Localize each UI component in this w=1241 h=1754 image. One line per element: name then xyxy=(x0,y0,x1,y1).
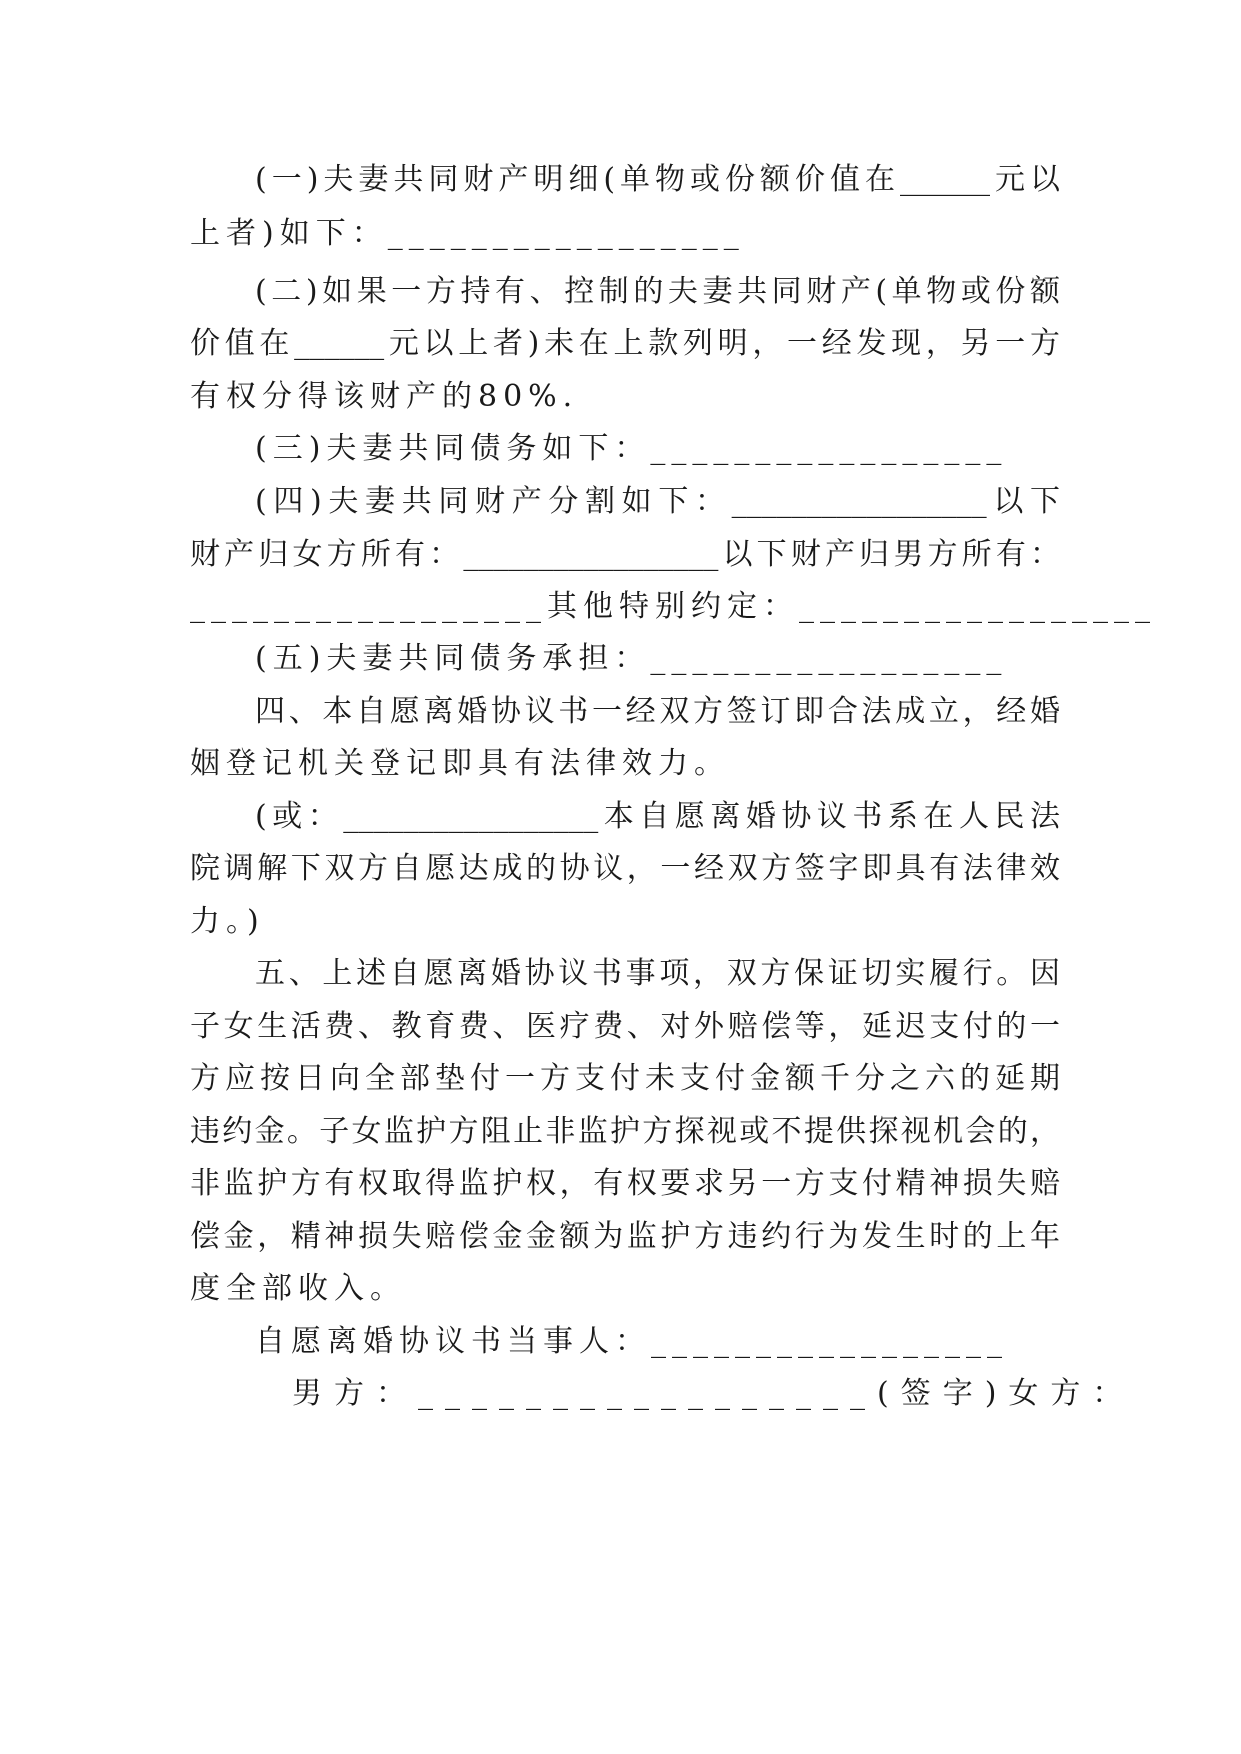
clause-5-line-1: (五)夫妻共同债务承担：_________________ xyxy=(255,641,1008,676)
clause-2-line-2: 价值在______元以上者)未在上款列明，一经发现，另一方 xyxy=(190,326,1060,361)
article-5-line-1: 五、上述自愿离婚协议书事项，双方保证切实履行。因 xyxy=(255,956,1060,991)
article-5-line-3: 方应按日向全部垫付一方支付未支付金额千分之六的延期 xyxy=(190,1061,1060,1096)
article-4-line-2: 姻登记机关登记即具有法律效力。 xyxy=(190,746,730,781)
clause-4-line-2: 财产归女方所有：_________________以下财产归男方所有： xyxy=(190,537,1060,572)
clause-4-line-3: _________________其他特别约定：_________________ xyxy=(190,589,1156,624)
article-4-alt-line-1: (或：_________________本自愿离婚协议书系在人民法 xyxy=(255,799,1060,834)
article-4-alt-line-2: 院调解下双方自愿达成的协议，一经双方签字即具有法律效 xyxy=(190,851,1060,886)
clause-2-line-3: 有权分得该财产的80%. xyxy=(190,379,579,414)
clause-3-line-1: (三)夫妻共同债务如下：_________________ xyxy=(255,431,1008,466)
article-5-line-6: 偿金，精神损失赔偿金金额为监护方违约行为发生时的上年 xyxy=(190,1219,1060,1254)
parties-line: 自愿离婚协议书当事人：_________________ xyxy=(255,1324,1008,1359)
clause-4-line-1: (四)夫妻共同财产分割如下：_________________以下 xyxy=(255,484,1060,519)
clause-1-line-2: 上者)如下：_________________ xyxy=(190,216,745,251)
clause-2-line-1: (二)如果一方持有、控制的夫妻共同财产(单物或份额 xyxy=(255,274,1060,309)
article-5-line-2: 子女生活费、教育费、医疗费、对外赔偿等，延迟支付的一 xyxy=(190,1009,1060,1044)
article-4-alt-line-3: 力。) xyxy=(190,904,265,939)
article-5-line-4: 违约金。子女监护方阻止非监护方探视或不提供探视机会的， xyxy=(190,1114,1060,1149)
article-4-line-1: 四、本自愿离婚协议书一经双方签订即合法成立，经婚 xyxy=(255,694,1060,729)
clause-1-line-1: (一)夫妻共同财产明细(单物或份额价值在______元以 xyxy=(255,162,1060,197)
article-5-line-5: 非监护方有权取得监护权，有权要求另一方支付精神损失赔 xyxy=(190,1166,1060,1201)
signature-line: 男方：_________________(签字)女方： xyxy=(292,1376,1135,1411)
article-5-line-7: 度全部收入。 xyxy=(190,1271,406,1306)
